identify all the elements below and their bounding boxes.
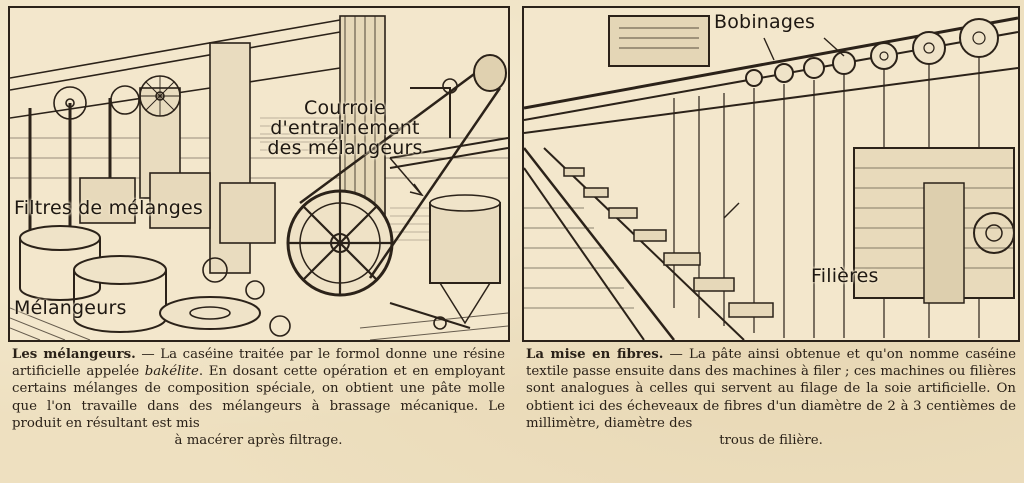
caption-spinning-title: La mise en fibres. <box>526 347 664 362</box>
label-courroie-line-3: des mélangeurs <box>267 137 423 159</box>
label-courroie-line-1: Courroie <box>304 97 386 119</box>
caption-mixers-last-line: à macérer après filtrage. <box>174 433 343 449</box>
caption-mixers-term: bakélite <box>144 364 199 380</box>
caption-spinning-last-line: trous de filière. <box>719 433 823 449</box>
label-melangeurs: Mélangeurs <box>14 297 127 319</box>
label-filieres: Filières <box>811 265 879 287</box>
label-bobinages: Bobinages <box>714 11 816 33</box>
caption-mixers-intro: — La caséine traitée par le formol donne une résine artificielle appelée <box>12 347 505 380</box>
label-courroie-line-2: d'entrainement <box>270 117 420 139</box>
spinning-engraving <box>524 8 1018 340</box>
caption-spinning-body: — La pâte ainsi obtenue et qu'on nomme caséine textile passe ensuite dans des machines à filer ; ces machines ou filières sont analogues à celles qui servent au filage de la soie artificielle. On obtient ici des écheveaux de fibres d'un diamètre de 2 à 3 centièmes de millimètre, diamètre des <box>526 347 1016 431</box>
label-courroie <box>255 98 435 158</box>
caption-mixers-body: . En dosant cette opération et en employant certains mélanges de composition spéciale, on obtient une pâte molle que l'on travaille dans des mélangeurs à brassage mécanique. Le produit en résultant est mis <box>12 364 505 431</box>
caption-spinning <box>526 346 1016 478</box>
caption-mixers <box>12 346 505 478</box>
label-filtres: Filtres de mélanges <box>14 197 203 219</box>
illustration-mixers <box>8 6 510 342</box>
mixers-engraving <box>10 8 508 340</box>
caption-mixers-title: Les mélangeurs. <box>12 347 136 362</box>
illustration-spinning <box>522 6 1020 342</box>
